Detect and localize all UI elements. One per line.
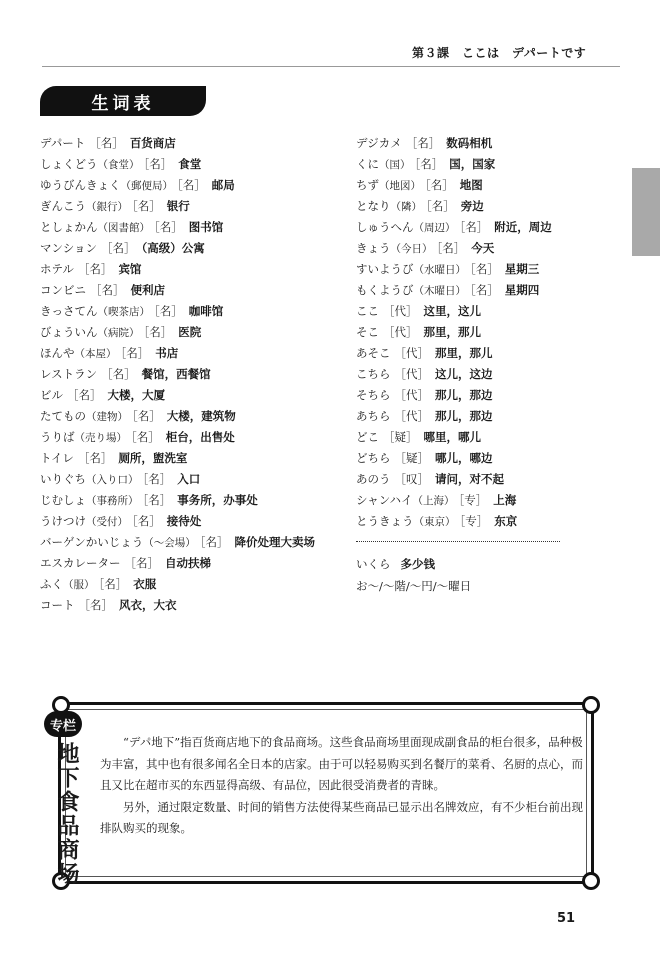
vocab-meaning: 百货商店 (129, 136, 176, 150)
vocab-kana: としょかん (40, 220, 98, 234)
vocab-meaning: 食堂 (178, 157, 202, 171)
vocab-meaning: 今天 (471, 241, 495, 255)
vocab-kana: レストラン (40, 367, 98, 381)
vocab-meaning: 数码相机 (446, 136, 493, 150)
vocab-list-right (356, 133, 626, 532)
vocab-entry (356, 154, 626, 175)
vocab-part-of-speech: ［代］ (394, 346, 429, 360)
vocab-part-of-speech: ［名］ (143, 325, 173, 339)
vocab-kana: しゅうへん (356, 220, 414, 234)
vocab-part-of-speech: ［名］ (470, 283, 499, 297)
vocab-meaning: 哪里，哪儿 (423, 430, 481, 444)
vocab-kana: とうきょう (356, 514, 414, 528)
vocab-meaning: 餐馆，西餐馆 (141, 367, 211, 381)
section-title: 生词表 (40, 86, 206, 116)
vocab-kana: いりぐち (40, 472, 86, 486)
vocab-kana: どちら (356, 451, 391, 465)
vocab-kanji: （国） (379, 159, 411, 171)
vocab-meaning: 邮局 (211, 178, 235, 192)
vocab-part-of-speech: ［代］ (394, 388, 429, 402)
vocab-kana: ふく (40, 577, 63, 591)
vocab-part-of-speech: ［名］ (414, 157, 444, 171)
vocab-entry (40, 259, 350, 280)
vocab-part-of-speech: ［名］ (90, 283, 125, 297)
vocab-kana: ホテル (40, 262, 74, 276)
vocab-entry (356, 385, 626, 406)
vocab-kana: エスカレーター (40, 556, 121, 570)
vocab-meaning: 那儿，那边 (435, 388, 493, 402)
vocab-entry (40, 553, 350, 574)
vocab-kana: きょう (356, 241, 391, 255)
vocab-meaning: 东京 (494, 514, 518, 528)
vocab-kana: ぎんこう (40, 199, 86, 213)
vocab-kana: マンション (40, 241, 97, 255)
corner-ornament (582, 872, 600, 890)
vocab-entry (40, 322, 350, 343)
vocab-part-of-speech: ［名］ (436, 241, 466, 255)
vocab-part-of-speech: ［名］ (426, 199, 455, 213)
ikura-entry (356, 556, 435, 572)
vocab-entry (356, 175, 626, 196)
vocab-kana: となり (356, 199, 391, 213)
column-paragraph-2: 另外，通过限定数量、时间的销售方法使得某些商品已显示出名牌效应，有不少柜台前出现排队购买的现象。 (100, 799, 583, 835)
vocab-entry (356, 490, 626, 511)
vocab-entry (40, 280, 350, 301)
vocab-kanji: （～会場） (143, 537, 196, 549)
vocab-entry (356, 427, 626, 448)
corner-ornament (582, 696, 600, 714)
vocab-meaning: 星期四 (504, 283, 540, 297)
vocab-part-of-speech: ［名］ (77, 262, 113, 276)
vocab-kanji: （隣） (390, 201, 422, 213)
ikura-meaning: 多少钱 (400, 557, 435, 571)
vocab-part-of-speech: ［名］ (98, 577, 128, 591)
vocab-kanji: （周辺） (413, 222, 456, 234)
vocab-entry (40, 196, 350, 217)
vocab-kana: うけつけ (40, 514, 86, 528)
vocab-meaning: 衣服 (133, 577, 157, 591)
vocab-entry (40, 343, 350, 364)
vocab-meaning: 国，国家 (449, 157, 496, 171)
vocab-list-left (40, 133, 350, 616)
vocab-part-of-speech: ［疑］ (394, 451, 429, 465)
vocab-kanji: （売り場） (74, 432, 127, 444)
vocab-kana: コート (40, 598, 75, 612)
vocab-part-of-speech: ［名］ (132, 199, 161, 213)
vocab-kanji: （銀行） (86, 201, 128, 213)
vocab-entry (40, 574, 350, 595)
vocab-meaning: 自动扶梯 (165, 556, 211, 570)
vocab-entry (356, 322, 626, 343)
lesson-header: 第３課 ここは デパートです (412, 46, 587, 60)
vocab-part-of-speech: ［名］ (142, 493, 172, 507)
vocab-meaning: 柜台，出售处 (165, 430, 235, 444)
vocab-meaning: 大楼，建筑物 (166, 409, 236, 423)
vocab-entry (40, 301, 350, 322)
vocab-kana: シャンハイ (356, 493, 413, 507)
column-text (100, 732, 584, 840)
vocab-part-of-speech: ［名］ (459, 220, 489, 234)
vocab-entry (40, 385, 350, 406)
vocab-kana: ビル (40, 388, 63, 402)
vocab-part-of-speech: ［专］ (458, 493, 488, 507)
vocab-part-of-speech: ［名］ (124, 556, 159, 570)
vocab-kana: くに (356, 157, 379, 171)
vocab-meaning: 银行 (166, 199, 190, 213)
vocab-kanji: （図書館） (97, 222, 150, 234)
vocab-kanji: （食堂） (97, 159, 140, 171)
vocab-meaning: 那里，那儿 (423, 325, 481, 339)
vocab-kanji: （地図） (379, 180, 421, 192)
vocab-part-of-speech: ［名］ (78, 598, 113, 612)
vocab-entry (356, 469, 626, 490)
vocab-entry (40, 532, 350, 553)
vocab-kanji: （上海） (412, 495, 455, 507)
vocab-entry (356, 196, 626, 217)
vocab-kana: もくようび (356, 283, 414, 297)
vocab-entry (356, 301, 626, 322)
vocab-entry (40, 511, 350, 532)
vocab-part-of-speech: ［名］ (132, 514, 161, 528)
vocab-entry (40, 154, 350, 175)
vocab-kanji: （建物） (86, 411, 128, 423)
vocab-meaning: 咖啡馆 (188, 304, 224, 318)
vocab-meaning: 宾馆 (118, 262, 142, 276)
vocab-entry (356, 343, 626, 364)
vocab-meaning: 旁边 (460, 199, 484, 213)
vocab-meaning: 大楼，大厦 (107, 388, 165, 402)
vocab-entry (40, 490, 350, 511)
vocab-part-of-speech: ［名］ (131, 430, 160, 444)
vocab-part-of-speech: ［专］ (459, 514, 489, 528)
vocab-meaning: 星期三 (504, 262, 540, 276)
vocab-part-of-speech: ［名］ (405, 136, 441, 150)
vocab-kana: そこ (356, 325, 379, 339)
vocab-kanji: （木曜日） (413, 285, 466, 297)
vocab-entry (40, 175, 350, 196)
vocab-part-of-speech: ［叹］ (394, 472, 429, 486)
header-rule (42, 66, 620, 67)
vocab-part-of-speech: ［名］ (177, 178, 206, 192)
vocab-part-of-speech: ［名］ (470, 262, 499, 276)
vocab-meaning: 地图 (459, 178, 483, 192)
vocab-part-of-speech: ［名］ (425, 178, 454, 192)
vocab-part-of-speech: ［疑］ (383, 430, 418, 444)
vocab-kana: デジカメ (356, 136, 402, 150)
vocab-entry (40, 364, 350, 385)
vocab-kanji: （病院） (97, 327, 140, 339)
vocab-entry (356, 259, 626, 280)
vocab-part-of-speech: ［名］ (101, 367, 136, 381)
vocab-kana: あちら (356, 409, 391, 423)
vocab-meaning: 上海 (493, 493, 517, 507)
chapter-thumb-tab (632, 168, 660, 256)
vocab-part-of-speech: ［代］ (383, 325, 418, 339)
vocab-kana: コンビニ (40, 283, 86, 297)
vocab-kana: ここ (356, 304, 379, 318)
vocab-meaning: 这儿，这边 (435, 367, 493, 381)
vocab-part-of-speech: ［名］ (154, 220, 183, 234)
vocab-entry (356, 280, 626, 301)
vocab-part-of-speech: ［名］ (120, 346, 150, 360)
vocab-meaning: （高级）公寓 (141, 241, 205, 255)
vocab-part-of-speech: ［代］ (394, 367, 429, 381)
dotted-divider (356, 541, 560, 542)
column-paragraph-1: “デパ地下”指百货商店地下的食品商场。这些食品商场里面现成副食品的柜台很多，品种极为丰富，其中也有很多闻名全日本的店家。由于可以轻易购买到名餐厅的菜肴、名厨的点心，而且又比在超市买的东西显得高级、有品位，因此很受消费者的青睐。 (100, 735, 583, 792)
vocab-part-of-speech: ［代］ (383, 304, 418, 318)
vocab-kana: こちら (356, 367, 391, 381)
vocab-meaning: 事务所，办事处 (177, 493, 258, 507)
vocab-entry (356, 238, 626, 259)
vocab-kana: びょういん (40, 325, 98, 339)
vocab-kanji: （本屋） (74, 348, 117, 360)
vocab-entry (356, 364, 626, 385)
vocab-kana: きっさてん (40, 304, 98, 318)
vocab-meaning: 附近，周边 (494, 220, 552, 234)
vocab-kana: しょくどう (40, 157, 98, 171)
vocab-entry (356, 133, 626, 154)
vocab-kanji: （喫茶店） (97, 306, 150, 318)
vocab-meaning: 接待处 (166, 514, 202, 528)
vocab-kana: デパート (40, 136, 86, 150)
vocab-entry (40, 469, 350, 490)
vocab-entry (356, 217, 626, 238)
vocab-kanji: （今日） (390, 243, 433, 255)
vocab-meaning: 请问，对不起 (435, 472, 504, 486)
vocab-kana: どこ (356, 430, 379, 444)
vocab-meaning: 图书馆 (188, 220, 224, 234)
vocab-entry (356, 511, 626, 532)
vocab-part-of-speech: ［名］ (100, 241, 136, 255)
column-badge: 专栏 (44, 711, 82, 737)
vocab-part-of-speech: ［代］ (394, 409, 429, 423)
vocab-kana: ゆうびんきょく (40, 178, 121, 192)
vocab-part-of-speech: ［名］ (132, 409, 161, 423)
vocab-kanji: （事務所） (86, 495, 139, 507)
vocab-meaning: 哪儿，哪边 (435, 451, 493, 465)
vocab-kana: たてもの (40, 409, 86, 423)
vocab-entry (40, 217, 350, 238)
vocab-meaning: 书店 (155, 346, 179, 360)
vocab-part-of-speech: ［名］ (89, 136, 124, 150)
vocab-part-of-speech: ［名］ (77, 451, 113, 465)
column-title: 地下食品商场 (54, 742, 79, 886)
vocab-kana: あのう (356, 472, 391, 486)
vocab-meaning: 医院 (178, 325, 202, 339)
vocab-kana: あそこ (356, 346, 391, 360)
vocab-kanji: （東京） (413, 516, 456, 528)
vocab-kanji: （受付） (86, 516, 128, 528)
ikura-kana: いくら (356, 557, 391, 571)
vocab-entry (40, 427, 350, 448)
page-number: 51 (557, 911, 576, 926)
vocab-entry (40, 595, 350, 616)
vocab-part-of-speech: ［名］ (142, 472, 172, 486)
vocab-kana: そちら (356, 388, 391, 402)
vocab-kanji: （郵便局） (120, 180, 173, 192)
vocab-meaning: 便利店 (130, 283, 165, 297)
vocab-kana: うりば (40, 430, 75, 444)
vocab-kanji: （水曜日） (413, 264, 466, 276)
vocab-kana: じむしょ (40, 493, 86, 507)
vocab-meaning: 入口 (177, 472, 201, 486)
vocab-entry (40, 406, 350, 427)
vocab-part-of-speech: ［名］ (143, 157, 173, 171)
suffix-line: お～/～階/～円/～曜日 (356, 579, 472, 593)
vocab-kana: トイレ (40, 451, 74, 465)
vocab-kana: ちず (356, 178, 379, 192)
vocab-entry (40, 448, 350, 469)
vocab-part-of-speech: ［名］ (199, 535, 229, 549)
vocab-kana: ほんや (40, 346, 75, 360)
vocab-entry (40, 238, 350, 259)
vocab-meaning: 那儿，那边 (435, 409, 493, 423)
vocab-part-of-speech: ［名］ (67, 388, 102, 402)
vocab-meaning: 风衣，大衣 (119, 598, 177, 612)
vocab-kanji: （服） (63, 579, 95, 591)
vocab-meaning: 降价处理大卖场 (234, 535, 316, 549)
vocab-entry (356, 448, 626, 469)
vocab-meaning: 厕所，盥洗室 (118, 451, 188, 465)
vocab-meaning: 那里，那儿 (435, 346, 493, 360)
vocab-kana: すいようび (356, 262, 414, 276)
vocab-entry (40, 133, 350, 154)
vocab-kana: バーゲンかいじょう (40, 535, 144, 549)
vocab-part-of-speech: ［名］ (154, 304, 183, 318)
vocab-entry (356, 406, 626, 427)
vocab-meaning: 这里，这儿 (423, 304, 481, 318)
vocab-kanji: （入り口） (86, 474, 139, 486)
